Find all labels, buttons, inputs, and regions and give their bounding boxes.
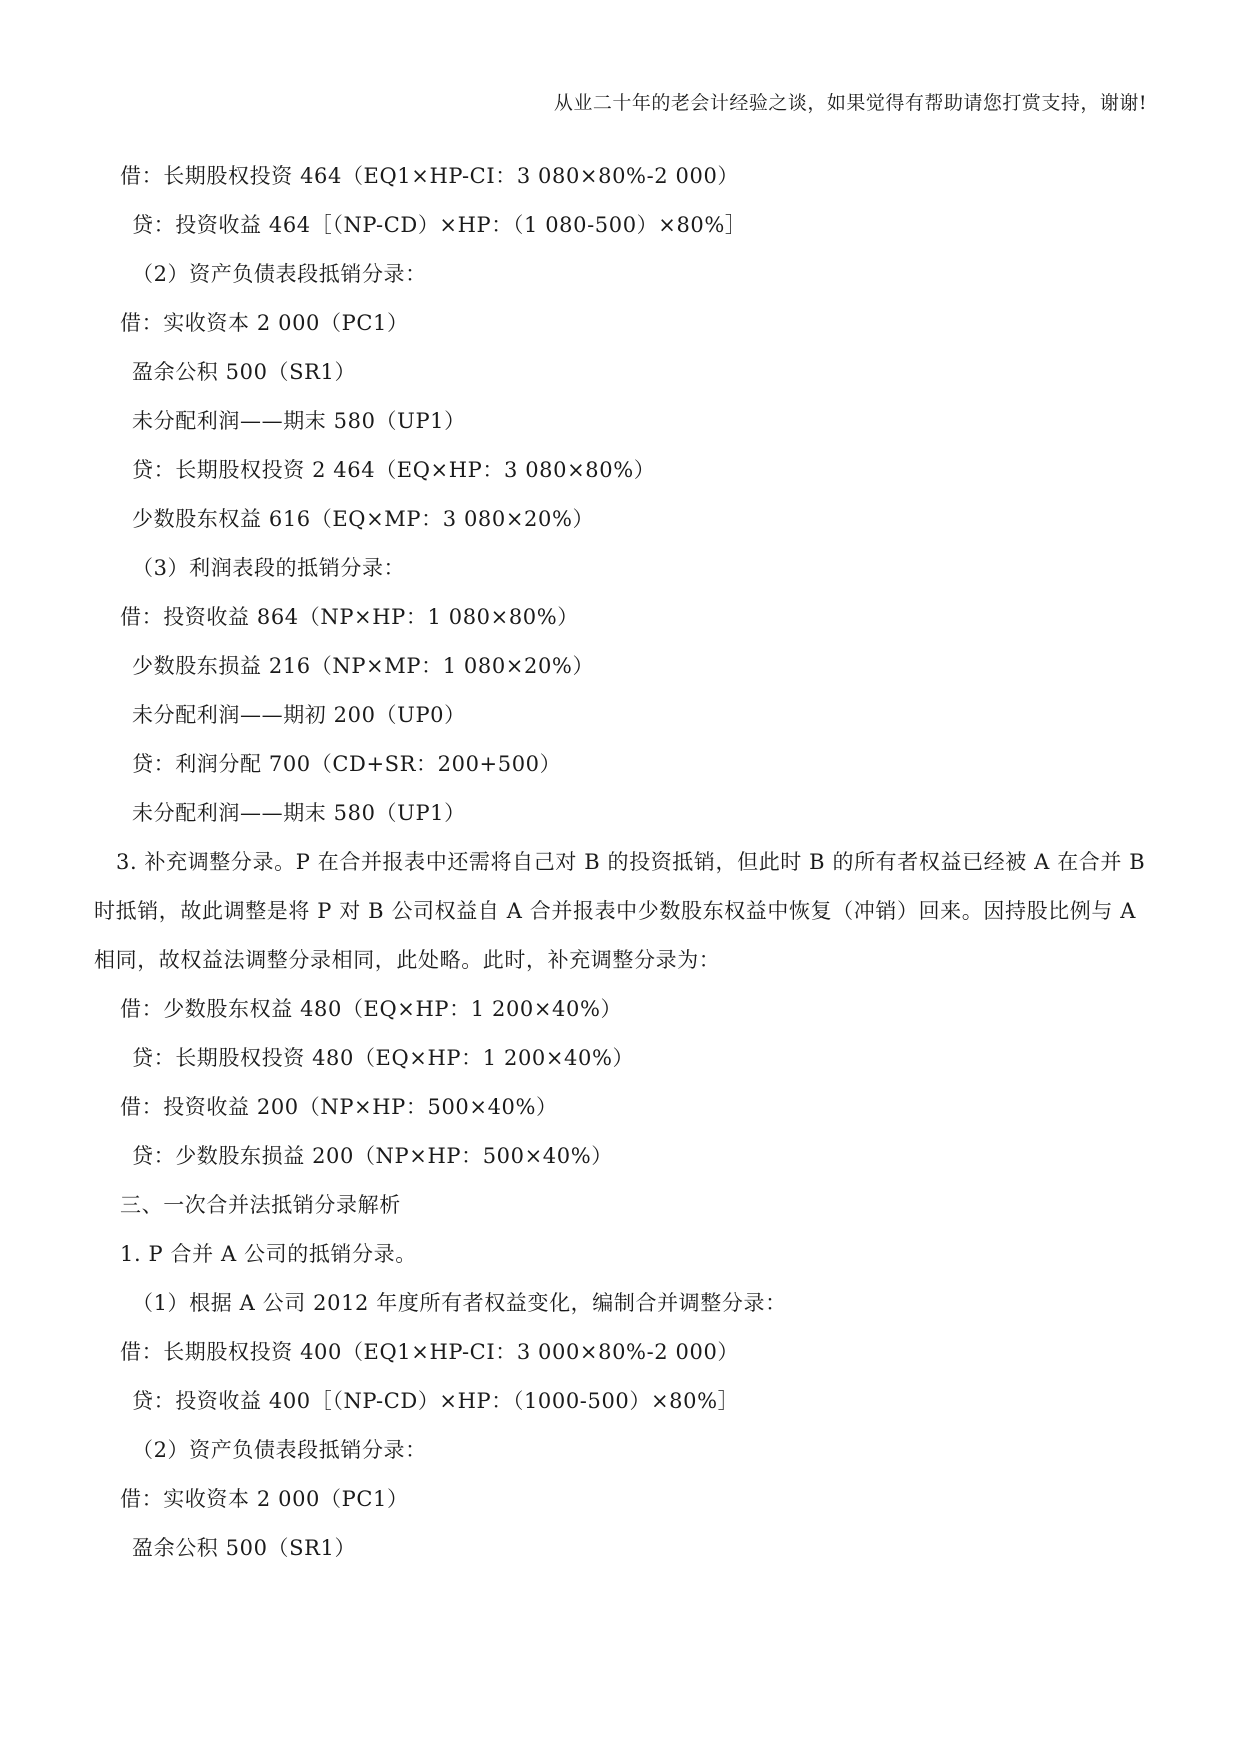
text-line: 借：少数股东权益 480（EQ×HP：1 200×40%） <box>120 997 623 1021</box>
text-line: 未分配利润——期末 580（UP1） <box>132 409 466 433</box>
paragraph: 3. 补充调整分录。P 在合并报表中还需将自己对 B 的投资抵销，但此时 B 的所有者权益已经被 A 在合并 B 时抵销，故此调整是将 P 对 B 公司权益自 A 合并报表中少数股东权益中恢复（冲销）回来。因持股比例与 A 相同，故权益法调整分录相同，此处略。此时，补充调整分录为： <box>94 850 1146 972</box>
text-line: 贷：投资收益 400［（NP-CD）×HP：（1000-500）×80%］ <box>132 1389 740 1413</box>
text-line: （3）利润表段的抵销分录： <box>132 556 406 580</box>
text-line: 借：实收资本 2 000（PC1） <box>120 311 409 335</box>
text-line: 1. P 合并 A 公司的抵销分录。 <box>120 1242 417 1266</box>
text-line: 贷：投资收益 464［（NP-CD）×HP：（1 080-500）×80%］ <box>132 213 747 237</box>
section-heading: 三、一次合并法抵销分录解析 <box>120 1193 401 1217</box>
text-line: 贷：利润分配 700（CD+SR：200+500） <box>132 752 562 776</box>
text-line: 贷：长期股权投资 480（EQ×HP：1 200×40%） <box>132 1046 635 1070</box>
text-line: 借：长期股权投资 400（EQ1×HP-CI：3 000×80%-2 000） <box>120 1340 740 1364</box>
document-body <box>0 152 1241 1573</box>
text-line: 借：投资收益 200（NP×HP：500×40%） <box>120 1095 558 1119</box>
text-line: 盈余公积 500（SR1） <box>132 1536 357 1560</box>
text-line: 少数股东权益 616（EQ×MP：3 080×20%） <box>132 507 595 531</box>
text-line: 盈余公积 500（SR1） <box>132 360 357 384</box>
text-line: 未分配利润——期初 200（UP0） <box>132 703 466 727</box>
header-note: 从业二十年的老会计经验之谈，如果觉得有帮助请您打赏支持，谢谢! <box>553 92 1147 114</box>
text-line: 借：投资收益 864（NP×HP：1 080×80%） <box>120 605 579 629</box>
text-line: （1）根据 A 公司 2012 年度所有者权益变化，编制合并调整分录： <box>132 1291 787 1315</box>
text-line: 少数股东损益 216（NP×MP：1 080×20%） <box>132 654 595 678</box>
text-line: 未分配利润——期末 580（UP1） <box>132 801 466 825</box>
text-line: （2）资产负债表段抵销分录： <box>132 1438 427 1462</box>
text-line: 贷：长期股权投资 2 464（EQ×HP：3 080×80%） <box>132 458 656 482</box>
text-line: 借：长期股权投资 464（EQ1×HP-CI：3 080×80%-2 000） <box>120 164 740 188</box>
text-line: （2）资产负债表段抵销分录： <box>132 262 427 286</box>
text-line: 贷：少数股东损益 200（NP×HP：500×40%） <box>132 1144 613 1168</box>
text-line: 借：实收资本 2 000（PC1） <box>120 1487 409 1511</box>
